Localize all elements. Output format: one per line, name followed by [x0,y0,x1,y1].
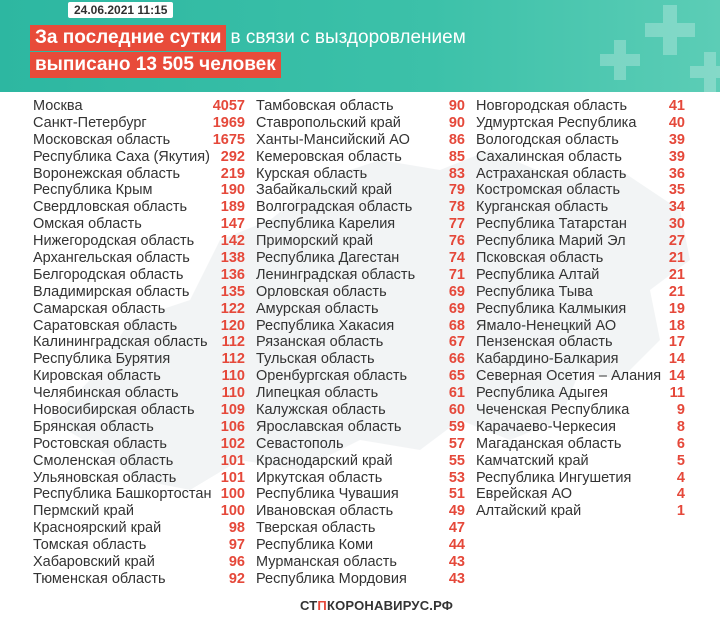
region-value: 83 [448,165,465,182]
region-row [33,267,245,284]
region-name: Республика Алтай [476,266,600,283]
region-value: 68 [448,317,465,334]
region-row [256,453,465,470]
region-name: Калужская область [256,402,386,419]
region-name: Смоленская область [33,452,174,469]
region-row [33,520,245,537]
region-name: Волгоградская область [256,199,413,216]
footer-brand [300,598,453,613]
region-name: Кировская область [33,368,161,385]
region-row [33,554,245,571]
plus-decoration-icon [600,40,640,80]
region-value: 86 [448,131,465,148]
region-value: 67 [448,334,465,351]
region-column-1 [33,98,245,588]
region-name: Оренбургская область [256,368,408,385]
region-row [33,453,245,470]
region-row [476,402,685,419]
region-name: Амурская область [256,300,379,317]
region-row [256,520,465,537]
region-value: 39 [668,148,685,165]
region-row [256,571,465,588]
region-row [476,318,685,335]
region-name: Кемеровская область [256,148,402,165]
region-name: Тверская область [256,520,376,537]
region-row [33,149,245,166]
region-row [256,385,465,402]
region-value: 98 [228,520,245,537]
region-row [476,182,685,199]
region-value: 34 [668,199,685,216]
region-row [256,284,465,301]
region-name: Республика Тыва [476,283,593,300]
region-value: 49 [448,503,465,520]
region-value: 292 [220,148,245,165]
region-row [256,402,465,419]
region-name: Санкт-Петербург [33,114,147,131]
region-row [33,98,245,115]
region-value: 110 [221,385,245,402]
region-value: 189 [220,199,245,216]
region-name: Республика Калмыкия [476,300,627,317]
region-name: Северная Осетия – Алания [476,368,662,385]
region-row [476,149,685,166]
region-name: Республика Чувашия [256,486,399,503]
region-value: 35 [668,182,685,199]
region-row [476,216,685,233]
headline-highlight-2: выписано 13 505 человек [30,52,281,78]
region-row [33,132,245,149]
region-value: 120 [220,317,245,334]
region-name: Липецкая область [256,385,379,402]
region-name: Новгородская область [476,98,628,114]
region-row [33,385,245,402]
region-row [476,250,685,267]
region-name: Приморский край [256,233,374,250]
region-value: 1675 [212,131,245,148]
region-row [256,250,465,267]
region-row [33,503,245,520]
footer-brand-part-3: КОРОНАВИРУС.РФ [326,598,454,613]
region-row [33,351,245,368]
region-name: Республика Башкортостан [33,486,212,503]
region-value: 74 [448,250,465,267]
region-value: 51 [448,486,465,503]
region-name: Республика Ингушетия [476,469,632,486]
region-name: Рязанская область [256,334,384,351]
region-row [256,537,465,554]
region-row [476,351,685,368]
region-row [33,115,245,132]
region-value: 14 [668,368,685,385]
region-value: 100 [220,503,245,520]
region-name: Хабаровский край [33,554,155,571]
region-name: Иркутская область [256,469,383,486]
region-name: Ямало-Ненецкий АО [476,317,617,334]
region-value: 101 [220,469,245,486]
region-value: 47 [448,520,465,537]
region-name: Кабардино-Балкария [476,351,619,368]
region-name: Камчатский край [476,452,589,469]
region-value: 79 [448,182,465,199]
region-value: 14 [668,351,685,368]
region-value: 39 [668,131,685,148]
region-row [256,182,465,199]
region-row [256,419,465,436]
region-value: 36 [668,165,685,182]
region-name: Удмуртская Республика [476,114,637,131]
region-column-2 [256,98,465,588]
region-value: 90 [448,98,465,114]
region-row [256,132,465,149]
region-value: 43 [448,554,465,571]
region-value: 147 [220,216,245,233]
region-value: 65 [448,368,465,385]
region-value: 57 [448,435,465,452]
region-row [33,250,245,267]
region-name: Орловская область [256,283,387,300]
region-row [33,470,245,487]
region-value: 4057 [212,98,245,114]
plus-decoration-icon [645,5,695,55]
region-row [476,132,685,149]
region-name: Воронежская область [33,165,181,182]
region-name: Пензенская область [476,334,613,351]
region-value: 122 [220,300,245,317]
region-row [476,166,685,183]
region-row [33,216,245,233]
region-row [33,436,245,453]
region-value: 92 [228,570,245,587]
region-value: 6 [676,435,685,452]
region-name: Пермский край [33,503,134,520]
region-row [33,537,245,554]
region-name: Тульская область [256,351,375,368]
region-value: 110 [221,368,245,385]
region-value: 76 [448,233,465,250]
region-value: 43 [448,570,465,587]
region-row [256,470,465,487]
region-row [256,334,465,351]
region-name: Еврейская АО [476,486,573,503]
region-name: Ханты-Мансийский АО [256,131,410,148]
region-row [256,554,465,571]
region-row [256,216,465,233]
region-value: 190 [220,182,245,199]
headline-line-2 [30,52,281,78]
region-name: Москва [33,98,83,114]
region-row [256,166,465,183]
region-value: 4 [676,486,685,503]
region-row [476,470,685,487]
region-value: 9 [676,402,685,419]
region-value: 97 [228,537,245,554]
region-name: Алтайский край [476,503,582,520]
region-value: 71 [448,266,465,283]
region-row [256,318,465,335]
region-name: Брянская область [33,418,154,435]
plus-decoration-icon [690,52,720,92]
region-value: 109 [220,402,245,419]
region-row [33,368,245,385]
region-row [33,199,245,216]
region-name: Республика Крым [33,182,153,199]
region-value: 18 [668,317,685,334]
region-row [476,199,685,216]
region-row [476,503,685,520]
region-row [33,571,245,588]
region-name: Самарская область [33,300,166,317]
region-value: 55 [448,452,465,469]
region-row [33,486,245,503]
region-row [256,199,465,216]
region-value: 30 [668,216,685,233]
region-value: 41 [668,98,685,114]
region-value: 219 [220,165,245,182]
header-banner [0,0,720,92]
region-row [256,98,465,115]
region-value: 77 [448,216,465,233]
region-row [33,182,245,199]
region-value: 85 [448,148,465,165]
region-row [476,486,685,503]
region-name: Ивановская область [256,503,394,520]
region-name: Омская область [33,216,142,233]
region-value: 112 [221,334,245,351]
region-row [33,166,245,183]
region-value: 90 [448,114,465,131]
region-value: 61 [448,385,465,402]
region-name: Республика Коми [256,537,374,554]
footer-brand-part-1: СТ [300,598,318,613]
region-value: 78 [448,199,465,216]
region-name: Ставропольский край [256,114,401,131]
region-name: Челябинская область [33,385,179,402]
region-name: Курская область [256,165,368,182]
footer-brand-part-2: П [317,598,327,613]
region-name: Владимирская область [33,283,190,300]
region-row [256,436,465,453]
region-value: 66 [448,351,465,368]
region-row [33,334,245,351]
region-column-3 [476,98,685,520]
region-name: Мурманская область [256,554,397,571]
region-name: Ульяновская область [33,469,177,486]
region-name: Чеченская Республика [476,402,630,419]
region-name: Севастополь [256,435,344,452]
region-row [476,98,685,115]
region-row [33,301,245,318]
region-name: Карачаево-Черкесия [476,418,617,435]
region-value: 112 [221,351,245,368]
region-name: Белгородская область [33,266,184,283]
region-name: Курганская область [476,199,609,216]
region-row [256,149,465,166]
region-value: 1969 [212,114,245,131]
region-row [476,419,685,436]
region-name: Республика Карелия [256,216,396,233]
date-label: 24.06.2021 11:15 [68,2,173,18]
region-row [476,368,685,385]
region-name: Тюменская область [33,570,166,587]
region-value: 136 [220,266,245,283]
region-row [256,351,465,368]
region-name: Республика Саха (Якутия) [33,148,210,165]
region-row [476,453,685,470]
region-row [476,334,685,351]
region-row [476,267,685,284]
region-value: 19 [668,300,685,317]
region-row [256,267,465,284]
region-row [476,436,685,453]
region-name: Республика Хакасия [256,317,395,334]
region-name: Вологодская область [476,131,619,148]
region-name: Свердловская область [33,199,188,216]
region-name: Томская область [33,537,147,554]
region-row [33,402,245,419]
region-value: 27 [668,233,685,250]
region-name: Новосибирская область [33,402,195,419]
region-value: 4 [676,469,685,486]
region-name: Республика Татарстан [476,216,627,233]
region-value: 21 [668,250,685,267]
region-row [256,233,465,250]
region-value: 59 [448,418,465,435]
region-value: 138 [220,250,245,267]
region-name: Астраханская область [476,165,627,182]
region-name: Ярославская область [256,418,402,435]
region-name: Костромская область [476,182,621,199]
region-row [33,318,245,335]
region-name: Республика Марий Эл [476,233,626,250]
region-row [476,301,685,318]
headline-highlight-1: За последние сутки [30,25,226,51]
region-row [256,115,465,132]
region-name: Нижегородская область [33,233,195,250]
region-value: 96 [228,554,245,571]
region-name: Магаданская область [476,435,622,452]
region-name: Архангельская область [33,250,190,267]
region-name: Красноярский край [33,520,162,537]
region-name: Республика Дагестан [256,250,400,267]
region-value: 100 [220,486,245,503]
region-value: 142 [220,233,245,250]
region-value: 44 [448,537,465,554]
region-name: Калининградская область [33,334,208,351]
region-row [33,419,245,436]
region-name: Республика Адыгея [476,385,609,402]
region-value: 106 [220,418,245,435]
region-row [476,284,685,301]
region-value: 5 [676,452,685,469]
region-row [256,486,465,503]
region-row [476,115,685,132]
region-value: 40 [668,114,685,131]
region-value: 101 [220,452,245,469]
region-row [476,385,685,402]
region-value: 17 [668,334,685,351]
headline-rest-1: в связи с выздоровлением [230,27,466,48]
region-value: 69 [448,300,465,317]
region-name: Псковская область [476,250,604,267]
region-name: Ростовская область [33,435,167,452]
region-row [256,301,465,318]
region-row [33,233,245,250]
region-value: 11 [669,385,685,402]
region-value: 53 [448,469,465,486]
region-name: Саратовская область [33,317,178,334]
region-value: 135 [220,283,245,300]
region-row [256,368,465,385]
region-name: Краснодарский край [256,452,393,469]
region-row [33,284,245,301]
region-value: 8 [676,418,685,435]
region-name: Республика Бурятия [33,351,171,368]
region-value: 60 [448,402,465,419]
region-name: Республика Мордовия [256,570,407,587]
headline-line-1 [30,25,466,51]
region-value: 69 [448,283,465,300]
region-name: Московская область [33,131,171,148]
region-name: Ленинградская область [256,266,416,283]
region-value: 21 [668,283,685,300]
region-row [476,233,685,250]
region-value: 102 [220,435,245,452]
region-value: 1 [676,503,685,520]
region-name: Сахалинская область [476,148,622,165]
region-name: Тамбовская область [256,98,394,114]
region-value: 21 [668,266,685,283]
region-row [256,503,465,520]
region-name: Забайкальский край [256,182,393,199]
